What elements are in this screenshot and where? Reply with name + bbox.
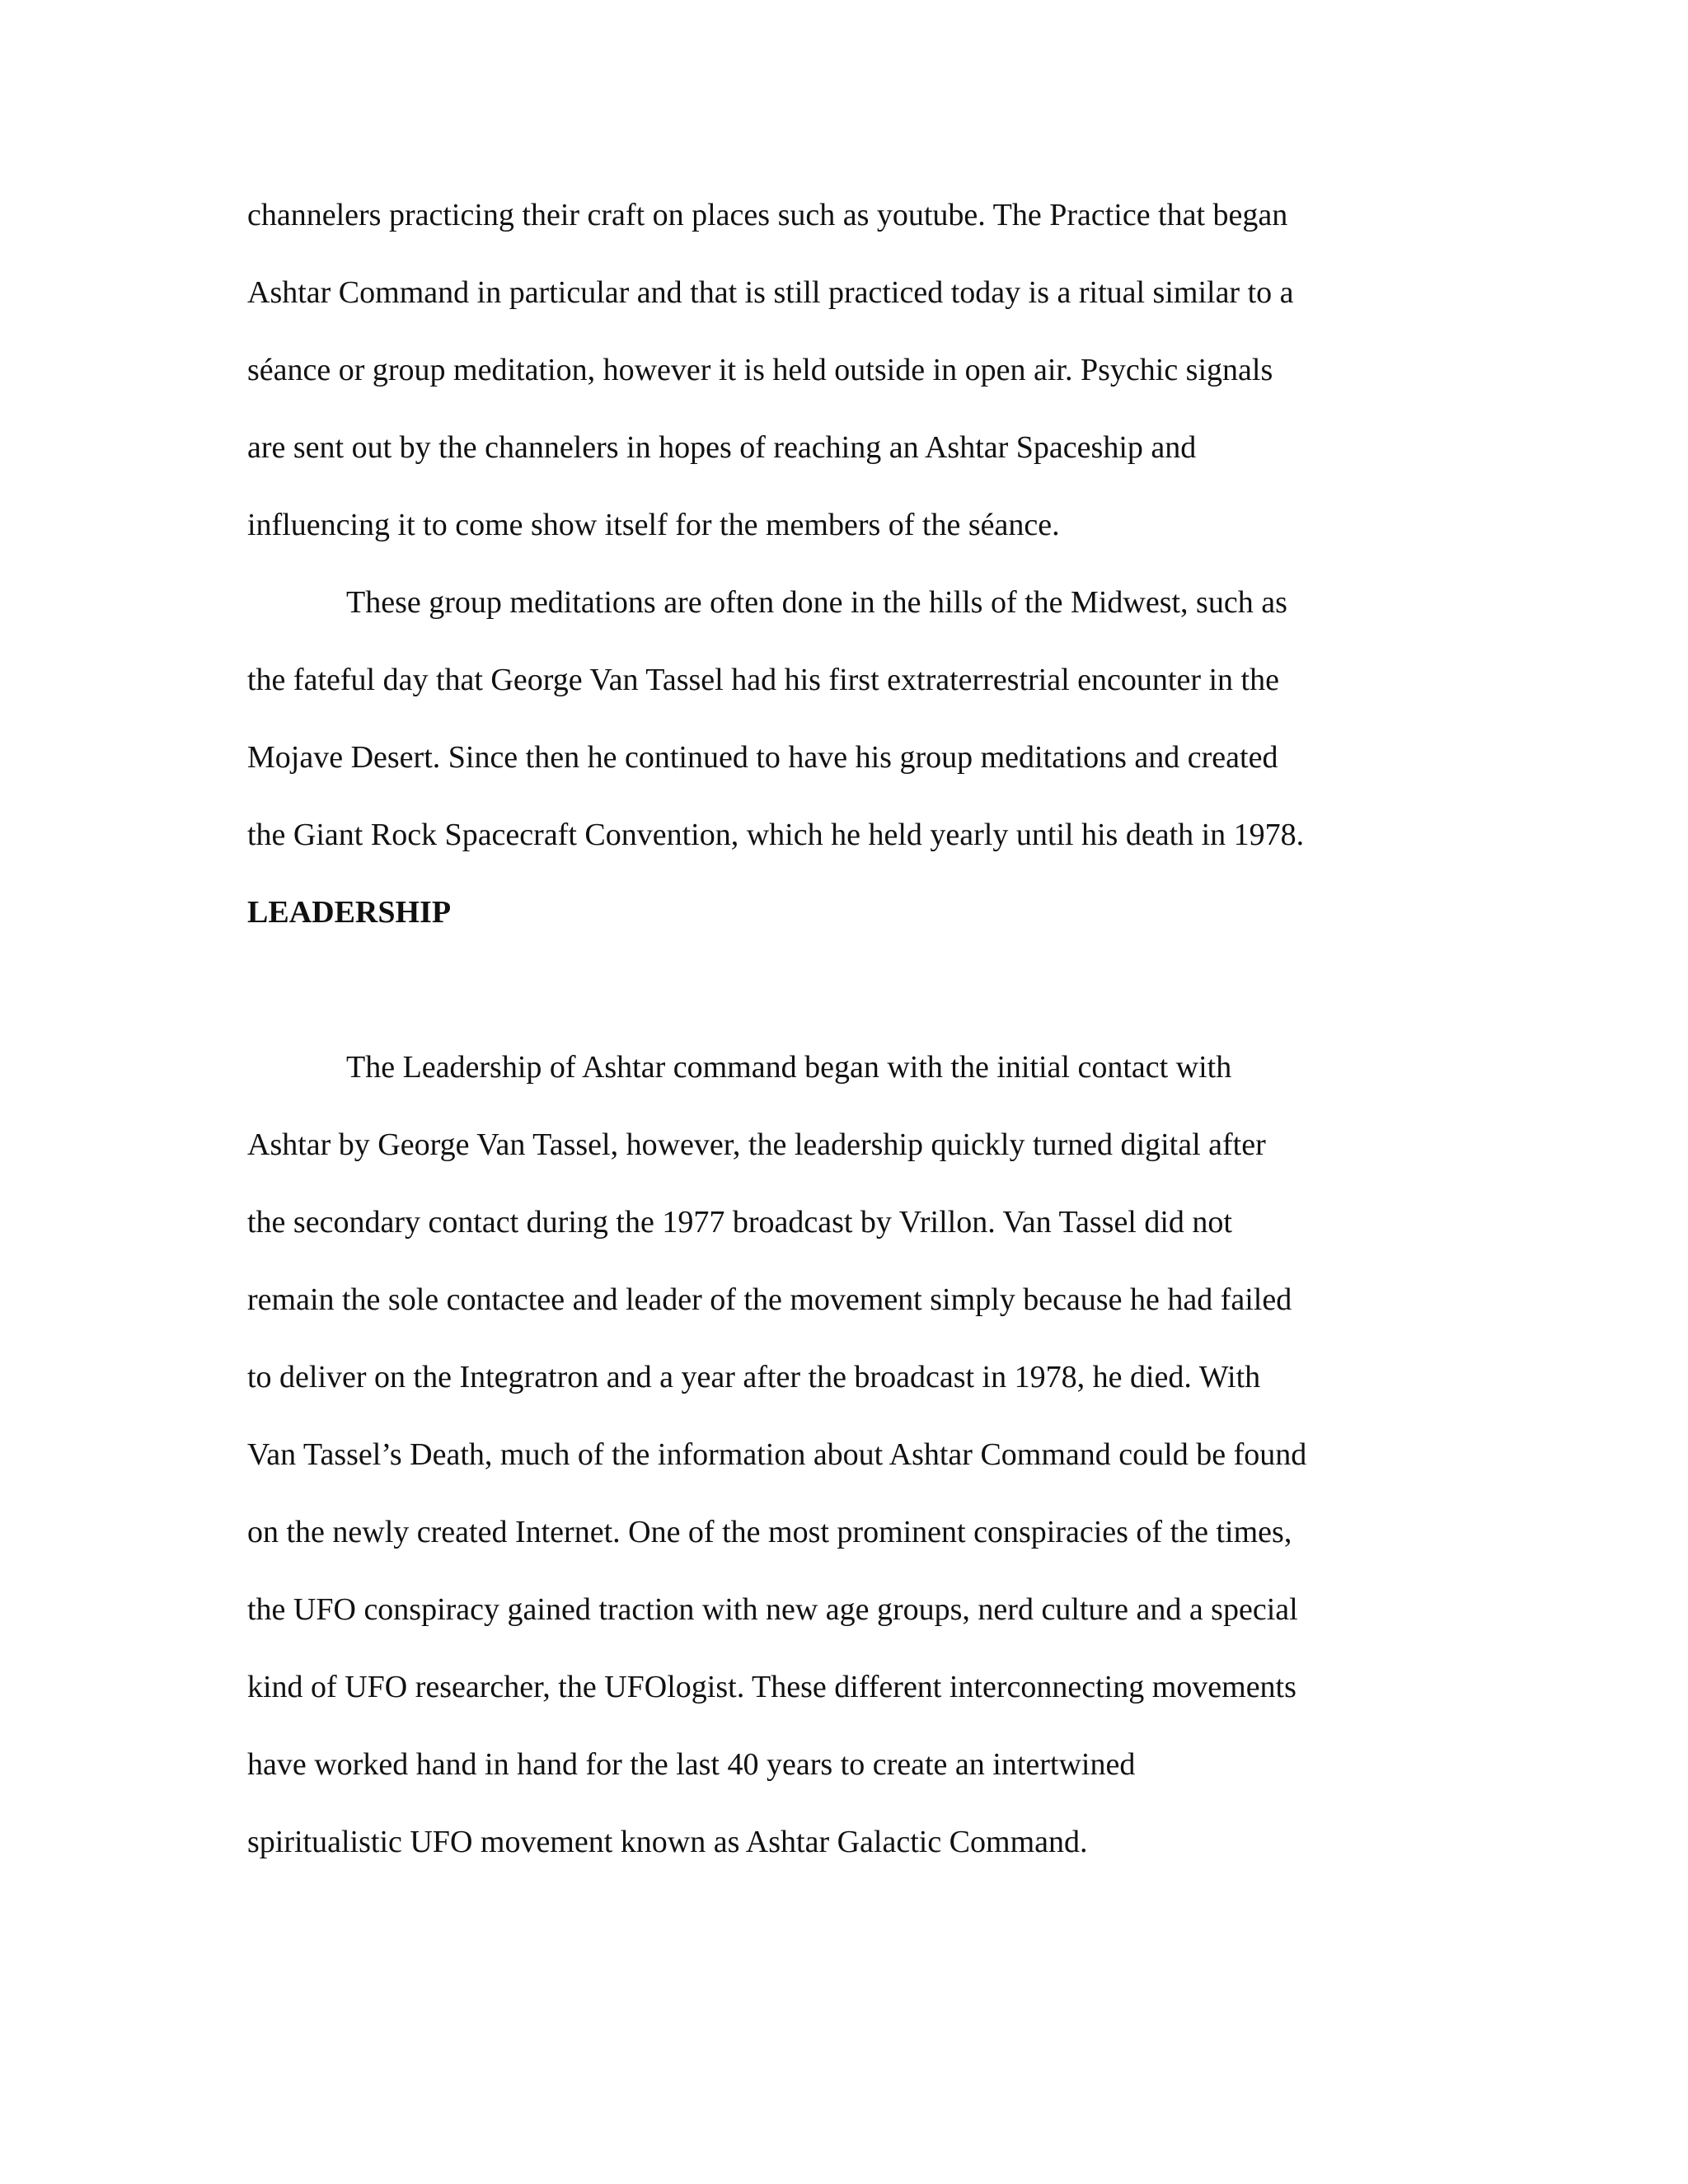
paragraph-3-line: remain the sole contactee and leader of the movement simply because he had failed — [247, 1282, 1292, 1317]
section-heading: LEADERSHIP — [247, 895, 452, 930]
paragraph-2-line: Mojave Desert. Since then he continued to have his group meditations and created — [247, 740, 1278, 775]
paragraph-3-line: the secondary contact during the 1977 broadcast by Vrillon. Van Tassel did not — [247, 1205, 1232, 1240]
paragraph-3-line: the UFO conspiracy gained traction with new age groups, nerd culture and a special — [247, 1592, 1298, 1627]
paragraph-1-line: influencing it to come show itself for the members of the séance. — [247, 508, 1060, 542]
paragraph-2-line: These group meditations are often done in the hills of the Midwest, such as — [346, 585, 1287, 620]
paragraph-2-line: the Giant Rock Spacecraft Convention, which he held yearly until his death in 1978. — [247, 818, 1305, 852]
paragraph-2-line: the fateful day that George Van Tassel had his first extraterrestrial encounter in the — [247, 663, 1279, 697]
paragraph-1-line: séance or group meditation, however it is held outside in open air. Psychic signals — [247, 353, 1273, 387]
paragraph-3-line: on the newly created Internet. One of the most prominent conspiracies of the times, — [247, 1515, 1292, 1549]
paragraph-3-line: Ashtar by George Van Tassel, however, the leadership quickly turned digital after — [247, 1127, 1266, 1162]
paragraph-3-line: kind of UFO researcher, the UFOlogist. These different interconnecting movements — [247, 1670, 1296, 1704]
paragraph-3-line: spiritualistic UFO movement known as Ashtar Galactic Command. — [247, 1825, 1088, 1859]
paragraph-3-line: to deliver on the Integratron and a year after the broadcast in 1978, he died. With — [247, 1360, 1261, 1394]
paragraph-3-line: have worked hand in hand for the last 40 years to create an intertwined — [247, 1747, 1136, 1782]
paragraph-3-line: The Leadership of Ashtar command began with the initial contact with — [346, 1050, 1232, 1085]
paragraph-1-line: are sent out by the channelers in hopes of reaching an Ashtar Spaceship and — [247, 430, 1197, 465]
paragraph-1-line: channelers practicing their craft on places such as youtube. The Practice that began — [247, 198, 1288, 232]
paragraph-1-line: Ashtar Command in particular and that is still practiced today is a ritual similar to a — [247, 275, 1294, 310]
paragraph-3-line: Van Tassel’s Death, much of the information about Ashtar Command could be found — [247, 1437, 1307, 1472]
